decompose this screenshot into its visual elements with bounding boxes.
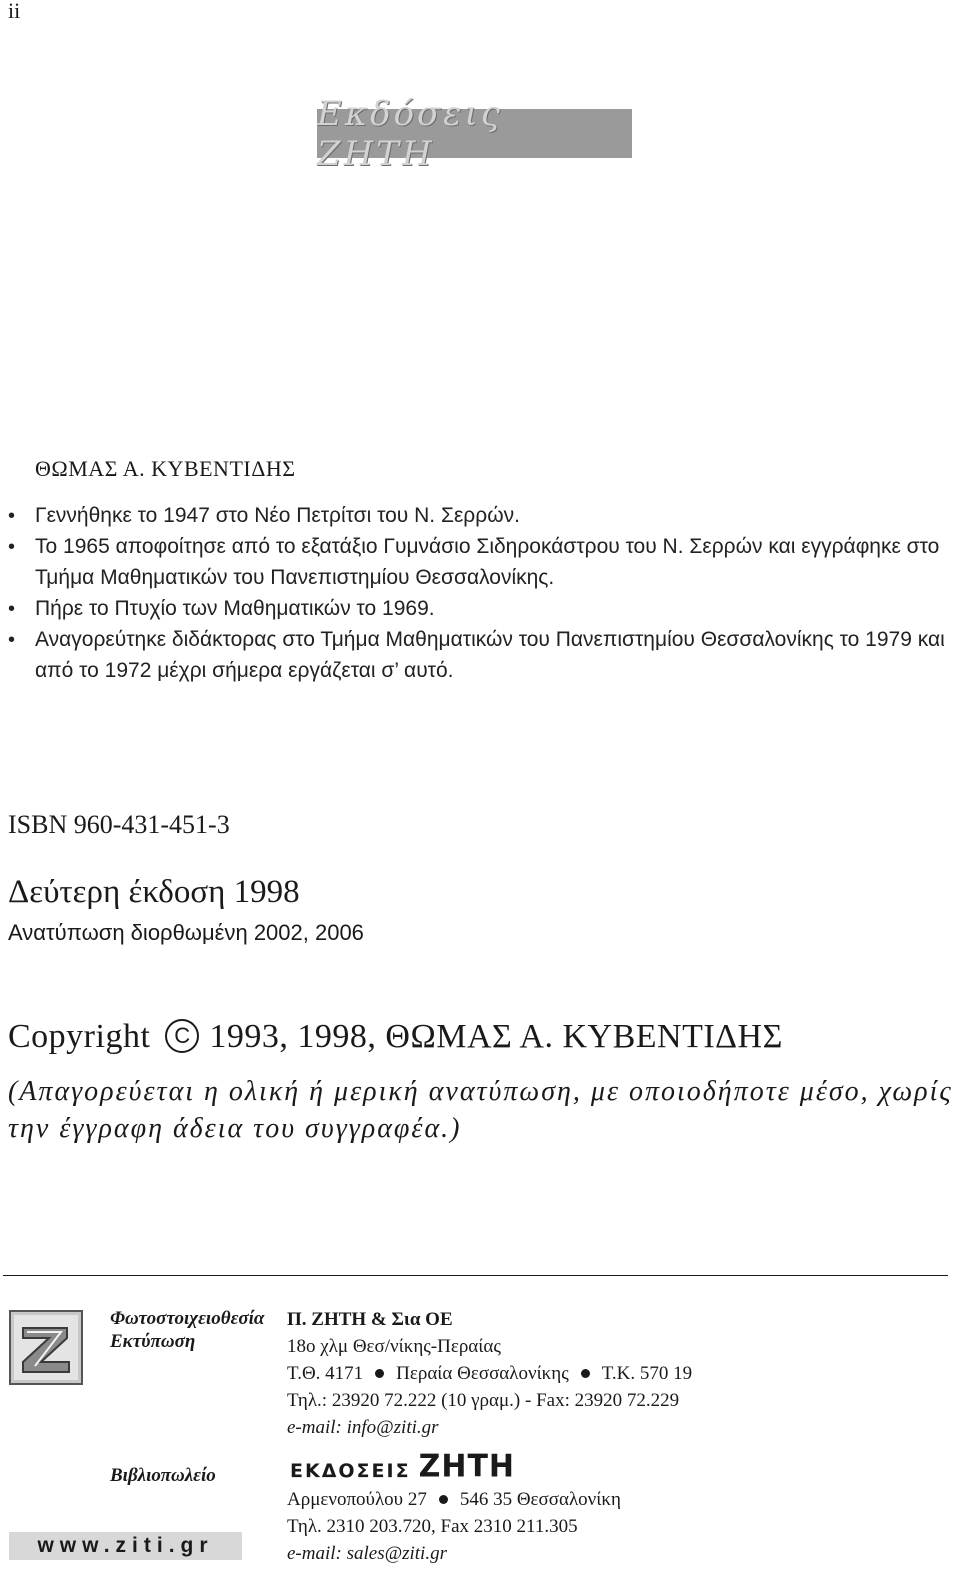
publisher-logo-big: ΖΗΤΗ xyxy=(418,1448,516,1485)
typesetting-label xyxy=(110,1307,264,1353)
bio-text: Το 1965 αποφοίτησε από το εξατάξιο Γυμνάσιο Σιδηροκάστρου του Ν. Σερρών και εγγράφηκε στο Τμήμα Μαθηματικών του Πανεπιστημίου Θεσσαλονίκης. xyxy=(35,535,940,589)
edition: Δεύτερη έκδοση 1998 xyxy=(8,874,300,910)
dot-separator-icon xyxy=(439,1495,448,1504)
publisher-logo-small: ΕΚΔΟΣΕΙΣ xyxy=(290,1460,411,1482)
printer-address-block xyxy=(287,1306,692,1441)
printer-postcode: Τ.Κ. 570 19 xyxy=(601,1363,693,1384)
typesetting-label-line: Φωτοστοιχειοθεσία xyxy=(110,1308,265,1329)
isbn: ISBN 960-431-451-3 xyxy=(8,810,230,839)
store-phone: Τηλ. 2310 203.720, Fax 2310 211.305 xyxy=(287,1516,578,1537)
publisher-logo xyxy=(290,1448,516,1485)
bio-item xyxy=(8,500,945,531)
printing-label-line: Εκτύπωση xyxy=(110,1331,196,1352)
bio-text: Πήρε το Πτυχίο των Μαθηματικών το 1969. xyxy=(35,597,435,620)
bookstore-address-block xyxy=(287,1486,621,1567)
store-email: e-mail: sales@ziti.gr xyxy=(287,1543,447,1564)
printer-location-line xyxy=(287,1360,692,1387)
bookstore-label: Βιβλιοπωλείο xyxy=(110,1465,216,1486)
z-logo-icon xyxy=(9,1310,83,1385)
store-street-line xyxy=(287,1486,621,1513)
page-number: ii xyxy=(8,0,21,23)
copyright-holder: 1993, 1998, ΘΩΜΑΣ Α. ΚΥΒΕΝΤΙΔΗΣ xyxy=(209,1018,783,1055)
printer-po-box: Τ.Θ. 4171 xyxy=(287,1363,364,1384)
store-city: 546 35 Θεσσαλονίκη xyxy=(459,1489,621,1510)
copyright-prefix: Copyright xyxy=(8,1018,151,1055)
copyright-line xyxy=(8,1018,783,1059)
bio-item xyxy=(8,624,945,686)
printer-city: Περαία Θεσσαλονίκης xyxy=(396,1363,569,1384)
printer-company: Π. ΖΗΤΗ & Σια ΟΕ xyxy=(287,1309,453,1330)
copyright-notice: (Απαγορεύεται η ολική ή μερική ανατύπωση, με οποιοδήποτε μέσο, χωρίς την έγγραφη άδεια του συγγραφέα.) xyxy=(8,1076,953,1144)
bio-text: Γεννήθηκε το 1947 στο Νέο Πετρίτσι του Ν. Σερρών. xyxy=(35,504,520,527)
author-bio-list xyxy=(8,500,945,686)
printer-phone: Τηλ.: 23920 72.222 (10 γραμ.) - Fax: 23920 72.229 xyxy=(287,1390,680,1411)
bio-text: Αναγορεύτηκε διδάκτορας στο Τμήμα Μαθηματικών του Πανεπιστημίου Θεσσαλονίκης το 1979 και από το 1972 μέχρι σήμερα εργάζεται σ’ αυτό. xyxy=(35,628,945,682)
author-name: ΘΩΜΑΣ Α. ΚΥΒΕΝΤΙΔΗΣ xyxy=(35,456,296,481)
website-banner xyxy=(9,1532,242,1560)
bullet-icon: • xyxy=(8,534,16,558)
publisher-banner-text: Εκδόσεις ΖΗΤΗ xyxy=(317,93,503,174)
bullet-icon: • xyxy=(8,503,16,527)
printer-address: 18ο χλμ Θεσ/νίκης-Περαίας xyxy=(287,1336,501,1357)
bullet-icon: • xyxy=(8,627,16,651)
bullet-icon: • xyxy=(8,596,16,620)
reprint-note: Ανατύπωση διορθωμένη 2002, 2006 xyxy=(8,920,364,945)
website-text: www.ziti.gr xyxy=(37,1534,214,1557)
printer-email: e-mail: info@ziti.gr xyxy=(287,1417,439,1438)
dot-separator-icon xyxy=(375,1369,384,1378)
dot-separator-icon xyxy=(581,1369,590,1378)
publisher-banner xyxy=(317,93,632,174)
bio-item xyxy=(8,531,945,593)
copyright-icon: C xyxy=(165,1019,199,1053)
bio-item xyxy=(8,593,945,624)
store-street: Αρμενοπούλου 27 xyxy=(287,1489,427,1510)
footer-divider xyxy=(3,1275,948,1276)
